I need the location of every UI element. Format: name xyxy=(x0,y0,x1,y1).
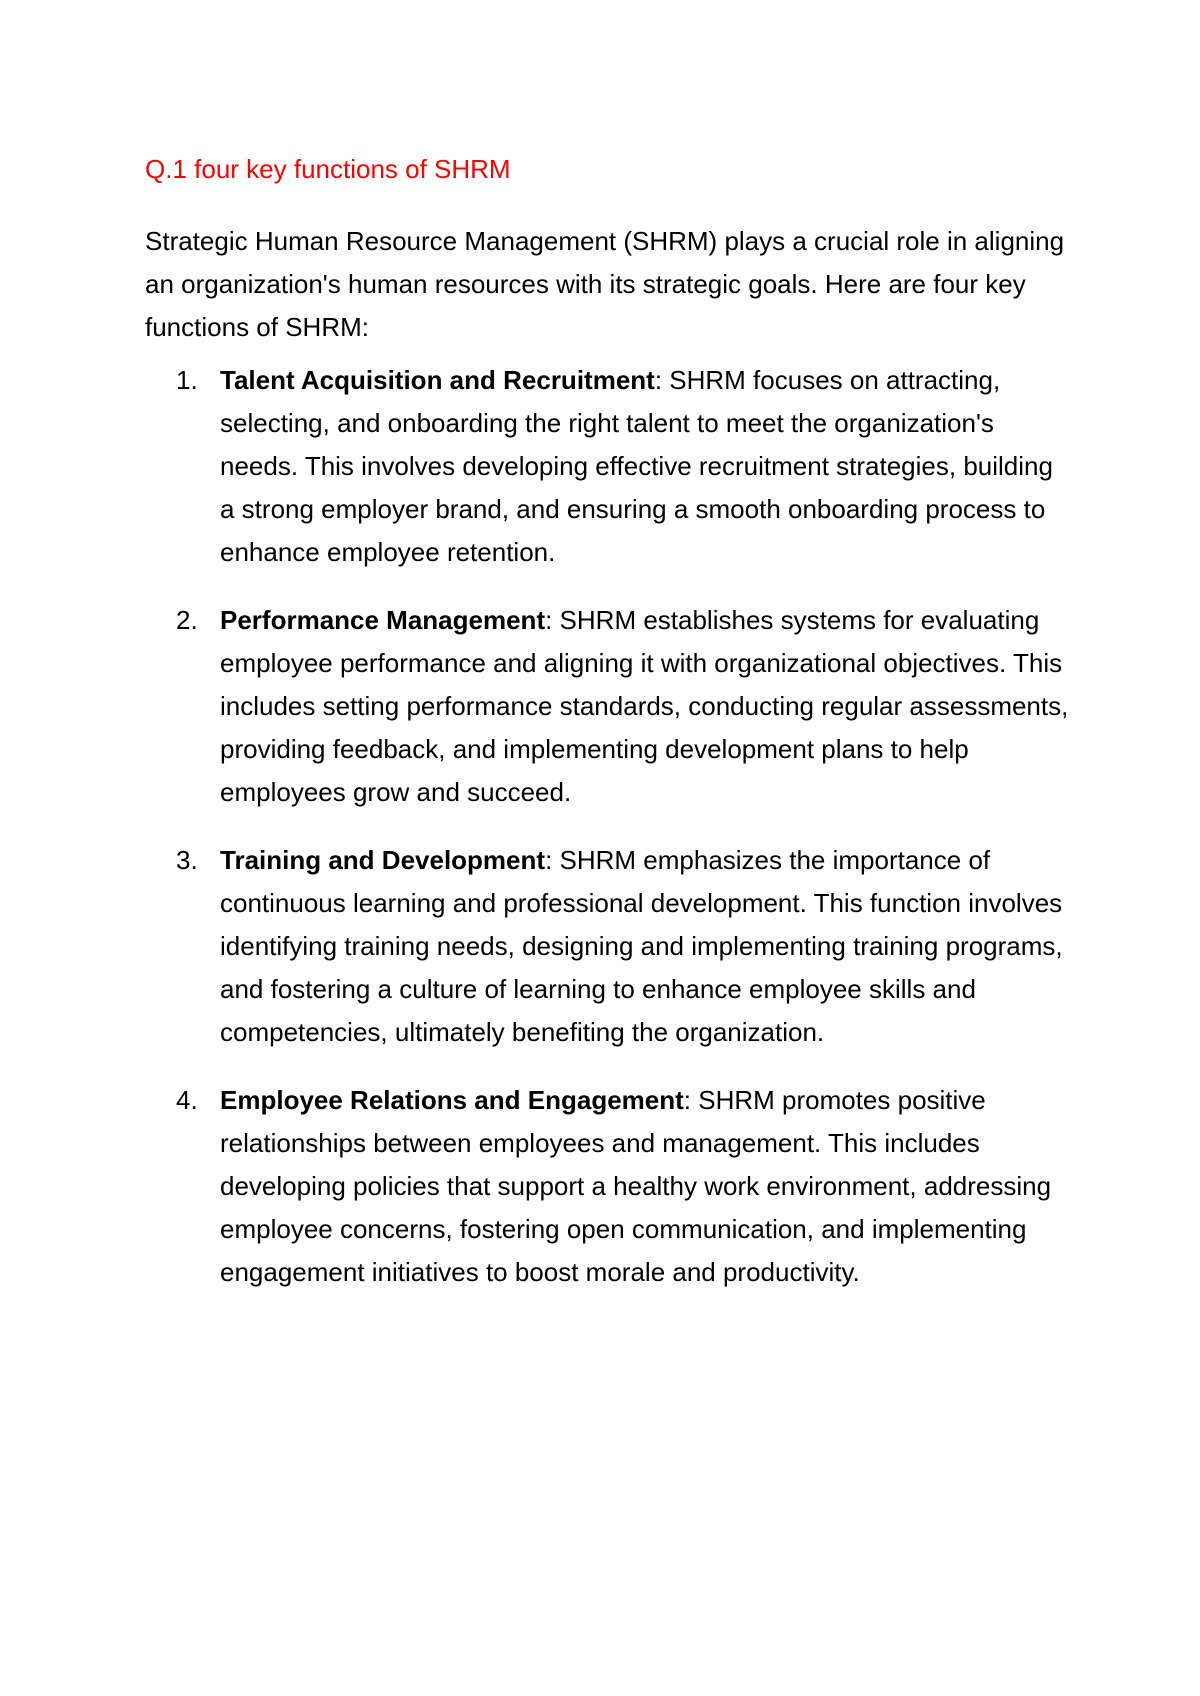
list-description: : SHRM promotes positive relationships between employees and management. This includes developing policies that support a healthy work environment, addressing employee concerns, fostering open communication, and implementing engagement initiatives to boost morale and productivity. xyxy=(220,1085,1052,1287)
list-item xyxy=(145,359,1070,574)
list-description: : SHRM establishes systems for evaluating employee performance and aligning it with organizational objectives. This includes setting performance standards, conducting regular assessments, providing feedback, and implementing development plans to help employees grow and succeed. xyxy=(220,605,1069,807)
list-item xyxy=(145,839,1070,1054)
intro-paragraph: Strategic Human Resource Management (SHRM) plays a crucial role in aligning an organization's human resources with its strategic goals. Here are four key functions of SHRM: xyxy=(145,226,1065,342)
list-item xyxy=(145,1079,1070,1294)
list-number: 2. xyxy=(176,605,198,635)
list-term: Training and Development xyxy=(220,845,546,875)
list-number: 4. xyxy=(176,1085,198,1115)
list-term: Talent Acquisition and Recruitment xyxy=(220,365,655,395)
list-term: Performance Management xyxy=(220,605,546,635)
list-number: 3. xyxy=(176,845,198,875)
document-body xyxy=(145,148,1075,1319)
list-term: Employee Relations and Engagement xyxy=(220,1085,684,1115)
list-description: : SHRM emphasizes the importance of continuous learning and professional development. This function involves identifying training needs, designing and implementing training programs, and fostering a culture of learning to enhance employee skills and competencies, ultimately benefiting the organization. xyxy=(220,845,1063,1047)
list-item xyxy=(145,599,1070,814)
list-number: 1. xyxy=(176,365,198,395)
functions-list xyxy=(145,359,1075,1294)
question-heading: Q.1 four key functions of SHRM xyxy=(145,154,511,184)
list-description: : SHRM focuses on attracting, selecting, and onboarding the right talent to meet the organization's needs. This involves developing effective recruitment strategies, building a strong employer brand, and ensuring a smooth onboarding process to enhance employee retention. xyxy=(220,365,1053,567)
